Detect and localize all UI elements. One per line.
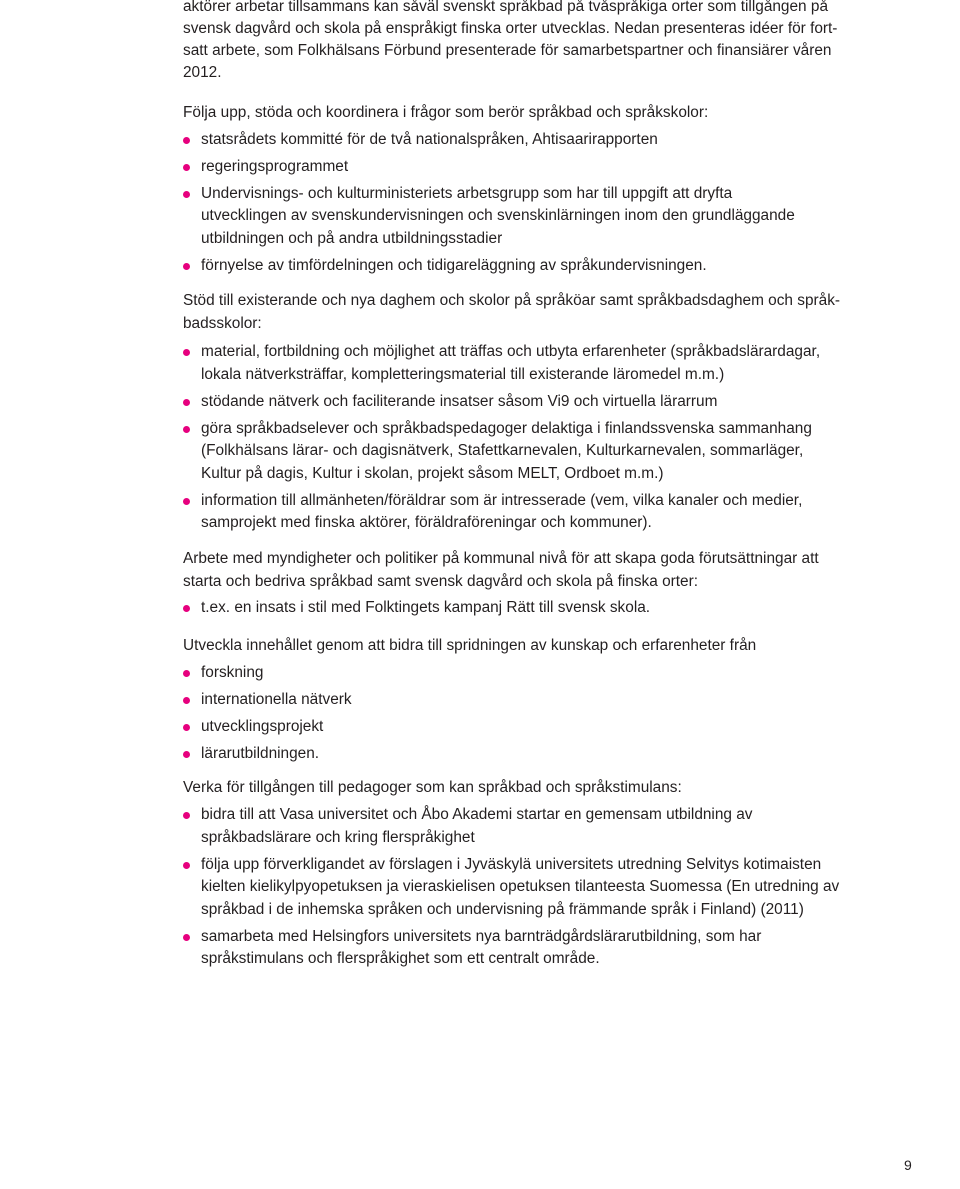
bullet-icon [183, 263, 190, 270]
list-item [183, 854, 863, 922]
bullet-icon [183, 697, 190, 704]
intro-line: aktörer arbetar tillsammans kan såväl svenskt språkbad på tvåspråkiga orter som tillgången på [183, 0, 829, 15]
list-item [183, 716, 863, 739]
item-line: förnyelse av timfördelningen och tidigareläggning av språkundervisningen. [201, 256, 707, 274]
item-line: regeringsprogrammet [201, 157, 349, 175]
item-line: utvecklingsprojekt [201, 718, 324, 735]
item-line: göra språkbadselever och språkbadspedagoger delaktiga i finlandssvenska sammanhang [201, 419, 812, 437]
list-item [183, 490, 863, 535]
section-authorities [183, 548, 863, 620]
bullet-icon [183, 812, 190, 819]
list-item [183, 926, 863, 971]
item-line: språkbad i de inhemska språken och undervisning på främmande språk i Finland) (2011) [201, 900, 804, 918]
lead-line: Stöd till existerande och nya daghem och skolor på språköar samt språkbadsdaghem och språk- [183, 292, 841, 309]
item-line: utvecklingen av svenskundervisningen och svenskinlärningen inom den grundläggande [201, 207, 795, 224]
bullet-list [183, 804, 863, 971]
bullet-list [183, 341, 863, 535]
item-line: Undervisnings- och kulturministeriets arbetsgrupp som har till uppgift att dryfta [201, 184, 733, 202]
section-lead [183, 548, 863, 593]
item-line: kielten kielikylpyopetuksen ja vieraskielisen opetuksen tilanteesta Suomessa (En utredning av [201, 878, 840, 895]
bullet-icon [183, 349, 190, 356]
bullet-icon [183, 670, 190, 677]
section-lead [183, 290, 863, 335]
bullet-icon [183, 724, 190, 731]
item-line: språkstimulans och flerspråkighet som ett centralt område. [201, 950, 600, 967]
bullet-icon [183, 751, 190, 758]
bullet-list [183, 597, 863, 620]
item-line: statsrådets kommitté för de två nationalspråken, Ahtisaarirapporten [201, 130, 658, 148]
bullet-icon [183, 164, 190, 171]
list-item [183, 391, 863, 414]
bullet-icon [183, 498, 190, 505]
item-line: följa upp förverkligandet av förslagen i Jyväskylä universitets utredning Selvitys kotimaisten [201, 855, 822, 873]
item-line: stödande nätverk och faciliterande insatser såsom Vi9 och virtuella lärarrum [201, 392, 718, 410]
item-line: lärarutbildningen. [201, 745, 320, 762]
intro-line: satt arbete, som Folkhälsans Förbund presenterade för samarbetspartner och finansiärer våren [183, 42, 832, 59]
lead-line: Utveckla innehållet genom att bidra till spridningen av kunskap och erfarenheter från [183, 637, 757, 654]
section-lead [183, 635, 863, 658]
list-item [183, 418, 863, 486]
list-item [183, 689, 863, 712]
bullet-icon [183, 191, 190, 198]
item-line: material, fortbildning och möjlighet att träffas och utbyta erfarenheter (språkbadslärardagar, [201, 343, 821, 360]
item-line: språkbadslärare och kring flerspråkighet [201, 828, 475, 846]
list-item [183, 597, 863, 620]
list-item [183, 743, 863, 766]
item-line: samarbeta med Helsingfors universitets nya barnträdgårdslärarutbildning, som har [201, 927, 762, 945]
item-line: bidra till att Vasa universitet och Åbo Akademi startar en gemensam utbildning av [201, 806, 753, 823]
list-item [183, 341, 863, 386]
item-line: t.ex. en insats i stil med Folktingets kampanj Rätt till svensk skola. [201, 599, 651, 616]
page-number: 9 [904, 1157, 912, 1173]
bullet-icon [183, 137, 190, 144]
item-line: samprojekt med finska aktörer, föräldraföreningar och kommuner). [201, 514, 652, 531]
lead-line: Arbete med myndigheter och politiker på kommunal nivå för att skapa goda förutsättningar att [183, 550, 819, 567]
list-item [183, 156, 863, 179]
intro-line: 2012. [183, 64, 222, 81]
bullet-icon [183, 426, 190, 433]
intro-line: svensk dagvård och skola på enspråkigt finska orter utvecklas. Nedan presenteras idéer för fort- [183, 20, 838, 37]
list-item [183, 662, 863, 685]
section-follow-up [183, 102, 863, 277]
bullet-icon [183, 862, 190, 869]
item-line: internationella nätverk [201, 691, 352, 708]
list-item [183, 129, 863, 152]
section-pedagogues [183, 777, 863, 971]
bullet-list [183, 129, 863, 278]
section-lead [183, 777, 863, 800]
bullet-icon [183, 399, 190, 406]
list-item [183, 804, 863, 849]
section-support [183, 290, 863, 535]
lead-line: Följa upp, stöda och koordinera i frågor som berör språkbad och språkskolor: [183, 104, 709, 121]
list-item [183, 255, 863, 278]
list-item [183, 183, 863, 251]
bullet-icon [183, 934, 190, 941]
bullet-list [183, 662, 863, 766]
lead-line: starta och bedriva språkbad samt svensk dagvård och skola på finska orter: [183, 572, 698, 590]
item-line: information till allmänheten/föräldrar som är intresserade (vem, vilka kanaler och medier, [201, 491, 803, 509]
lead-line: badsskolor: [183, 314, 262, 332]
item-line: Kultur på dagis, Kultur i skolan, projekt såsom MELT, Ordboet m.m.) [201, 464, 664, 482]
item-line: lokala nätverksträffar, kompletteringsmaterial till existerande läromedel m.m.) [201, 365, 725, 383]
intro-paragraph [183, 0, 837, 84]
item-line: forskning [201, 664, 264, 681]
bullet-icon [183, 605, 190, 612]
lead-line: Verka för tillgången till pedagoger som kan språkbad och språkstimulans: [183, 779, 682, 796]
item-line: utbildningen och på andra utbildningsstadier [201, 229, 503, 247]
section-lead [183, 102, 863, 125]
item-line: (Folkhälsans lärar- och dagisnätverk, Stafettkarnevalen, Kulturkarnevalen, sommarläger, [201, 442, 804, 459]
section-knowledge [183, 635, 863, 766]
